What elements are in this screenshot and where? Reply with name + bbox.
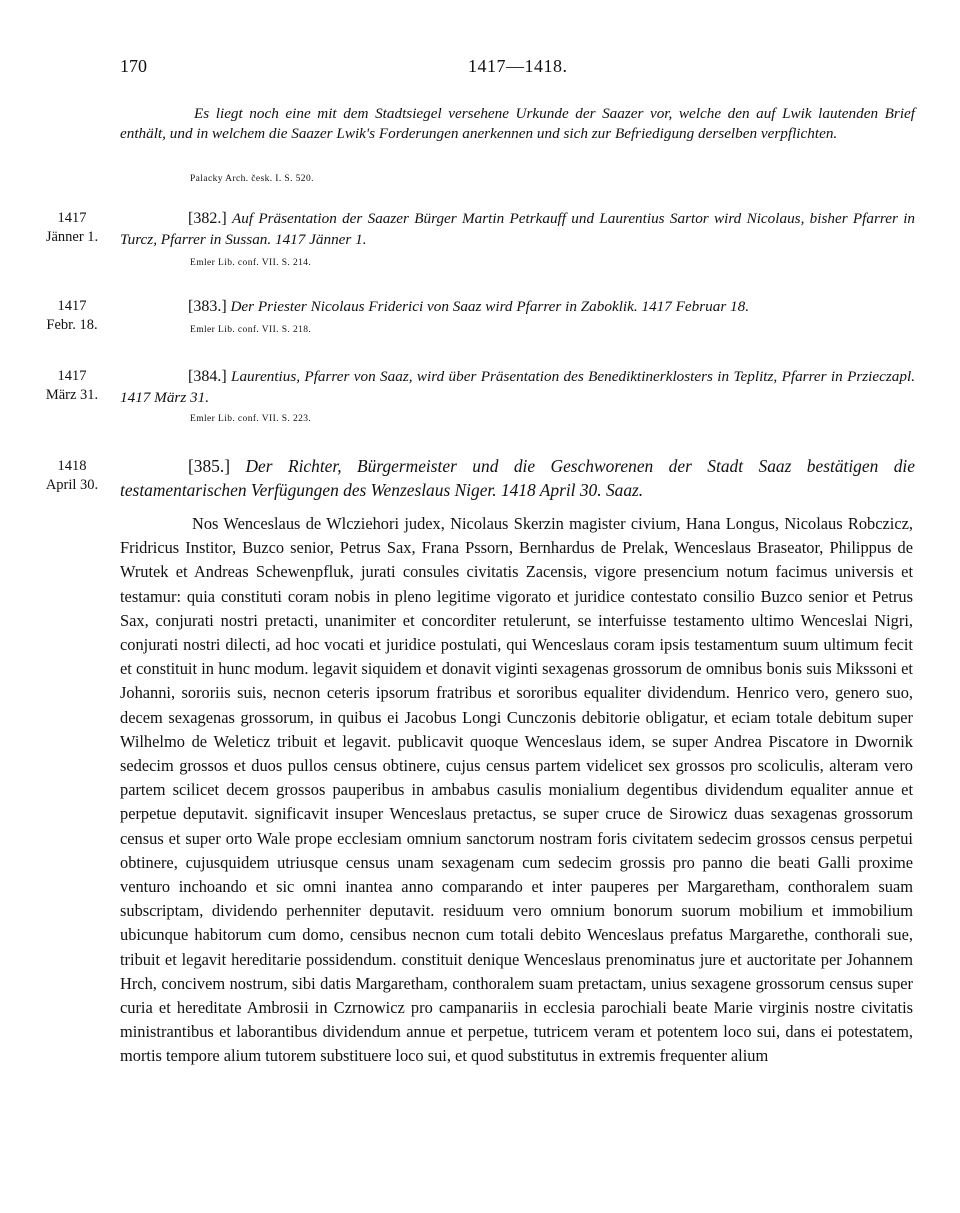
entry-385 (120, 454, 915, 502)
entry-summary: Der Priester Nicolaus Friderici von Saaz wird Pfarrer in Zaboklik. 1417 Februar 18. (230, 298, 750, 315)
margin-date-day: Jänner 1. (45, 229, 99, 245)
page-number: 170 (120, 56, 147, 76)
entry-text (120, 297, 915, 318)
margin-date-383 (36, 297, 108, 335)
entry-source-383: Emler Lib. conf. VII. S. 218. (190, 325, 312, 335)
margin-date-384 (36, 367, 108, 405)
page-header (120, 56, 920, 78)
entry-source-384: Emler Lib. conf. VII. S. 223. (190, 414, 312, 424)
running-head: 1417—1418. (468, 56, 568, 76)
margin-date-year: 1417 (57, 298, 87, 314)
entry-number: [382.] (188, 210, 227, 227)
entry-number: [383.] (188, 298, 227, 315)
margin-date-day: Febr. 18. (46, 317, 98, 333)
entry-summary: Laurentius, Pfarrer von Saaz, wird über Präsentation des Benediktinerklosters in Teplitz, Pfarrer in Przieczapl. 1417 März 31. (120, 368, 915, 406)
margin-date-year: 1417 (57, 210, 87, 226)
margin-date-382 (36, 209, 108, 247)
entry-382 (120, 209, 915, 250)
entry-number: [384.] (188, 368, 227, 385)
charter-text: Nos Wenceslaus de Wlcziehori judex, Nicolaus Skerzin magister civium, Hana Longus, Nicolaus Robczicz, Fridricus Institor, Buzco senior, Petrus Sax, Frana Pssorn, Bernhardus de Prelak, Wenceslaus Braseator, Philippus de Wrutek et Andreas Schewenpfluk, jurati consules civitatis Zacensis, vigore presencium notum facimus universis et testamur: quia constituti coram nobis in pleno legitime vigorato et juridice contestato consilio Buzco senior et Petrus Sax, conjurati nostri pretacti, unanimiter et concorditer retulerunt, se interfuisse testamento ultimo Wenceslai Nigri, conjurati nostri dilecti, ad hoc vocati et juridice postulati, qui Wenceslaus coram ipsis testamentum suum ultimum fecit et constituit in hunc modum. legavit siquidem et donavit viginti sexagenas grossorum de omnibus bonis suis Mikssoni et Johanni, sororiis suis, necnon ceteris ipsorum fratribus et sororibus equaliter dividendum. Henrico vero, genero suo, decem sexagenas grossorum, in quibus ei Jacobus Longi Cunczonis debitorie obligatur, et eciam totale debitum super Wilhelmo de Weleticz tribuit et legavit. publicavit quoque Wenceslaus idem, se super Andrea Piscatore in Dwornik sedecim grossos et duos pullos census obtinere, cujus census partem videlicet sex grossos pro scoliculis, alteram vero partem scilicet decem grossos pauperibus in ambabus casulis monialium degentibus dividendum equaliter annue et perpetue deputavit. significavit insuper Wenceslaus pretactus, se super cruce de Sirowicz duas sexagenas grossorum census et super orto Wale prope ecclesiam omnium sanctorum nostram foris civitatem sedecim grossos census perpetui obtinere, cujusquidem utriusque census unam sexagenam cum sedecim grossis pro panno die beati Galli proxime venturo inchoando et sic omni inantea anno comparando et inter pauperes per Margaretham, conthoralem suam subscriptam, dividendo perhenniter deputavit. residuum vero omnium bonorum suorum mobilium et immobilium ubicunque habitorum cum domo, censibus necnon cum totali debito Wenceslaus prefatus Margarethe, conthorali sue, tribuit et legavit hereditarie possidendum. constituit denique Wenceslaus prenominatus jure et auctoritate per Johannem Hrch, concivem nostrum, sibi datis Margaretham, conthoralem suam pretactam, unius sexagene grossorum census super curia et hereditate Ambrosii in Czrnowicz pro campanariis in ecclesia parochiali beate Marie virginis nostre civitatis ministrantibus et laborantibus dividendum annue et perpetue, tutricem veram et potentem loco sui, dans ei potestatem, mortis tempore alium tutorem substituere loco sui, et quod substitutus in extremis frequenter alium (120, 514, 913, 1066)
entry-summary: Der Richter, Bürgermeister und die Geschworenen der Stadt Saaz bestätigen die testamentarischen Verfügungen des Wenzeslaus Niger. 1418 April 30. Saaz. (120, 456, 915, 500)
entry-source-382: Emler Lib. conf. VII. S. 214. (190, 258, 312, 268)
intro-source: Palacky Arch. česk. I. S. 520. (190, 174, 314, 184)
intro-paragraph (120, 104, 915, 143)
entry-text (120, 209, 915, 250)
entry-text (120, 454, 915, 502)
margin-date-year: 1417 (57, 368, 87, 384)
entry-383 (120, 297, 915, 318)
intro-text: Es liegt noch eine mit dem Stadtsiegel versehene Urkunde der Saazer vor, welche den auf Lwik lautenden Brief enthält, und in welchem die Saazer Lwik's Forderungen anerkennen und sich zur Befriedigung derselben verpflichten. (120, 105, 915, 142)
entry-number: [385.] (188, 456, 231, 476)
entry-summary: Auf Präsentation der Saazer Bürger Martin Petrkauff und Laurentius Sartor wird Nicolaus, bisher Pfarrer in Turcz, Pfarrer in Sussan. 1417 Jänner 1. (120, 210, 916, 248)
margin-date-day: März 31. (45, 387, 99, 403)
entry-384 (120, 367, 915, 408)
margin-date-day: April 30. (45, 477, 99, 493)
margin-date-385 (36, 457, 108, 495)
entry-text (120, 367, 915, 408)
margin-date-year: 1418 (57, 458, 87, 474)
